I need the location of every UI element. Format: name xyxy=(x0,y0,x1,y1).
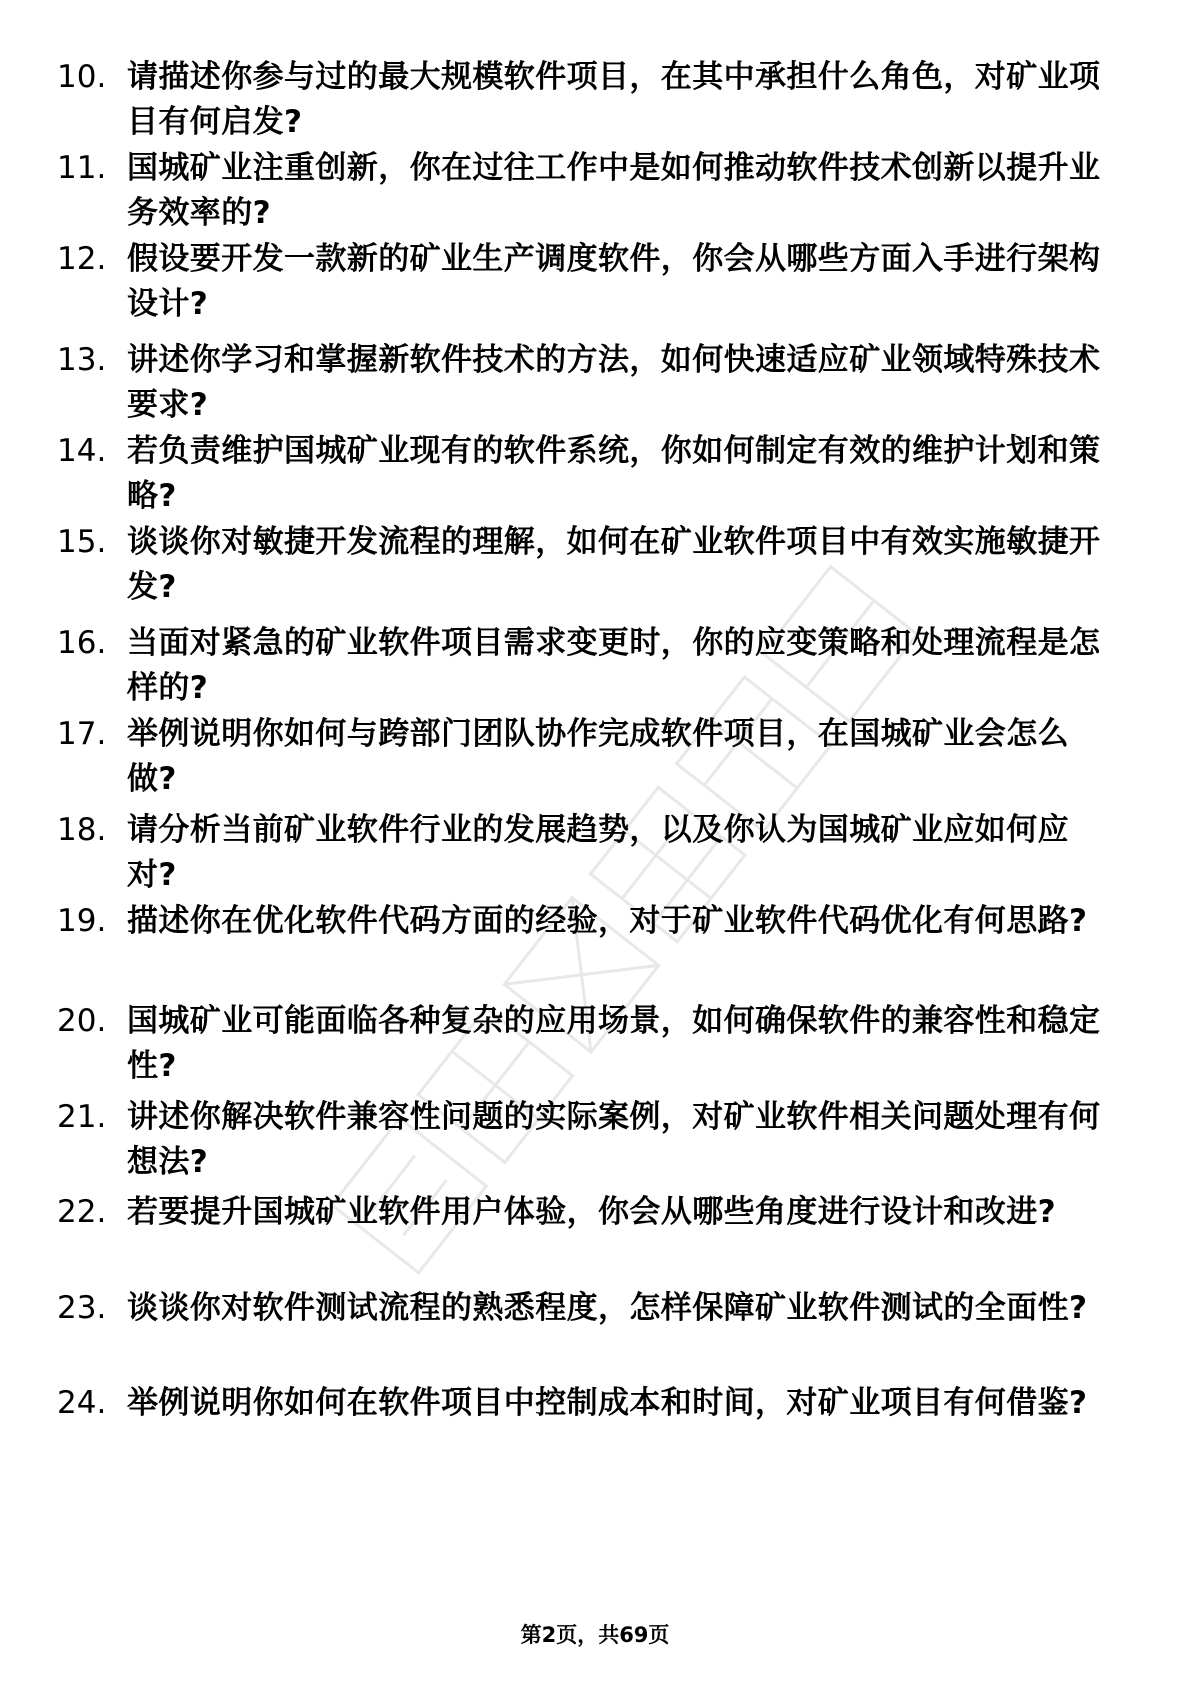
question-text: 讲述你解决软件兼容性问题的实际案例，对矿业软件相关问题处理有何想法? xyxy=(127,1099,1101,1180)
question-item xyxy=(57,808,1117,898)
question-number: 17. xyxy=(57,716,107,752)
question-item xyxy=(57,899,1117,989)
question-number: 23. xyxy=(57,1290,107,1326)
question-number: 14. xyxy=(57,433,107,469)
question-item xyxy=(57,146,1117,236)
question-text: 讲述你学习和掌握新软件技术的方法，如何快速适应矿业领域特殊技术要求? xyxy=(127,342,1101,423)
question-item xyxy=(57,429,1117,519)
question-text: 国城矿业注重创新，你在过往工作中是如何推动软件技术创新以提升业务效率的? xyxy=(127,150,1101,231)
question-item xyxy=(57,55,1117,145)
question-number: 15. xyxy=(57,524,107,560)
question-item xyxy=(57,237,1117,327)
question-item xyxy=(57,520,1117,610)
question-number: 19. xyxy=(57,903,107,939)
question-item xyxy=(57,999,1117,1089)
question-text: 若负责维护国城矿业现有的软件系统，你如何制定有效的维护计划和策略? xyxy=(127,433,1101,514)
question-item xyxy=(57,1190,1117,1280)
question-number: 10. xyxy=(57,59,107,95)
question-number: 12. xyxy=(57,241,107,277)
question-text: 请描述你参与过的最大规模软件项目，在其中承担什么角色，对矿业项目有何启发? xyxy=(127,59,1101,140)
question-number: 13. xyxy=(57,342,107,378)
question-text: 当面对紧急的矿业软件项目需求变更时，你的应变策略和处理流程是怎样的? xyxy=(127,625,1101,706)
question-number: 21. xyxy=(57,1099,107,1135)
question-text: 请分析当前矿业软件行业的发展趋势，以及你认为国城矿业应如何应对? xyxy=(127,812,1069,893)
question-text: 国城矿业可能面临各种复杂的应用场景，如何确保软件的兼容性和稳定性? xyxy=(127,1003,1101,1084)
question-number: 22. xyxy=(57,1194,107,1230)
question-number: 16. xyxy=(57,625,107,661)
question-number: 11. xyxy=(57,150,107,186)
question-item xyxy=(57,1095,1117,1185)
question-number: 24. xyxy=(57,1385,107,1421)
question-text: 假设要开发一款新的矿业生产调度软件，你会从哪些方面入手进行架构设计? xyxy=(127,241,1101,322)
question-item xyxy=(57,712,1117,802)
question-item xyxy=(57,338,1117,428)
question-text: 谈谈你对敏捷开发流程的理解，如何在矿业软件项目中有效实施敏捷开发? xyxy=(127,524,1101,605)
page-number-label: 第2页，共69页 xyxy=(520,1623,670,1647)
question-text: 举例说明你如何与跨部门团队协作完成软件项目，在国城矿业会怎么做? xyxy=(127,716,1069,797)
question-text: 若要提升国城矿业软件用户体验，你会从哪些角度进行设计和改进? xyxy=(127,1194,1056,1230)
question-item xyxy=(57,1381,1117,1471)
question-text: 描述你在优化软件代码方面的经验，对于矿业软件代码优化有何思路? xyxy=(127,903,1088,939)
question-item xyxy=(57,621,1117,711)
question-number: 20. xyxy=(57,1003,107,1039)
page-footer xyxy=(0,1620,1190,1650)
question-number: 18. xyxy=(57,812,107,848)
question-text: 谈谈你对软件测试流程的熟悉程度，怎样保障矿业软件测试的全面性? xyxy=(127,1290,1088,1326)
question-item xyxy=(57,1286,1117,1376)
question-text: 举例说明你如何在软件项目中控制成本和时间，对矿业项目有何借鉴? xyxy=(127,1385,1088,1421)
